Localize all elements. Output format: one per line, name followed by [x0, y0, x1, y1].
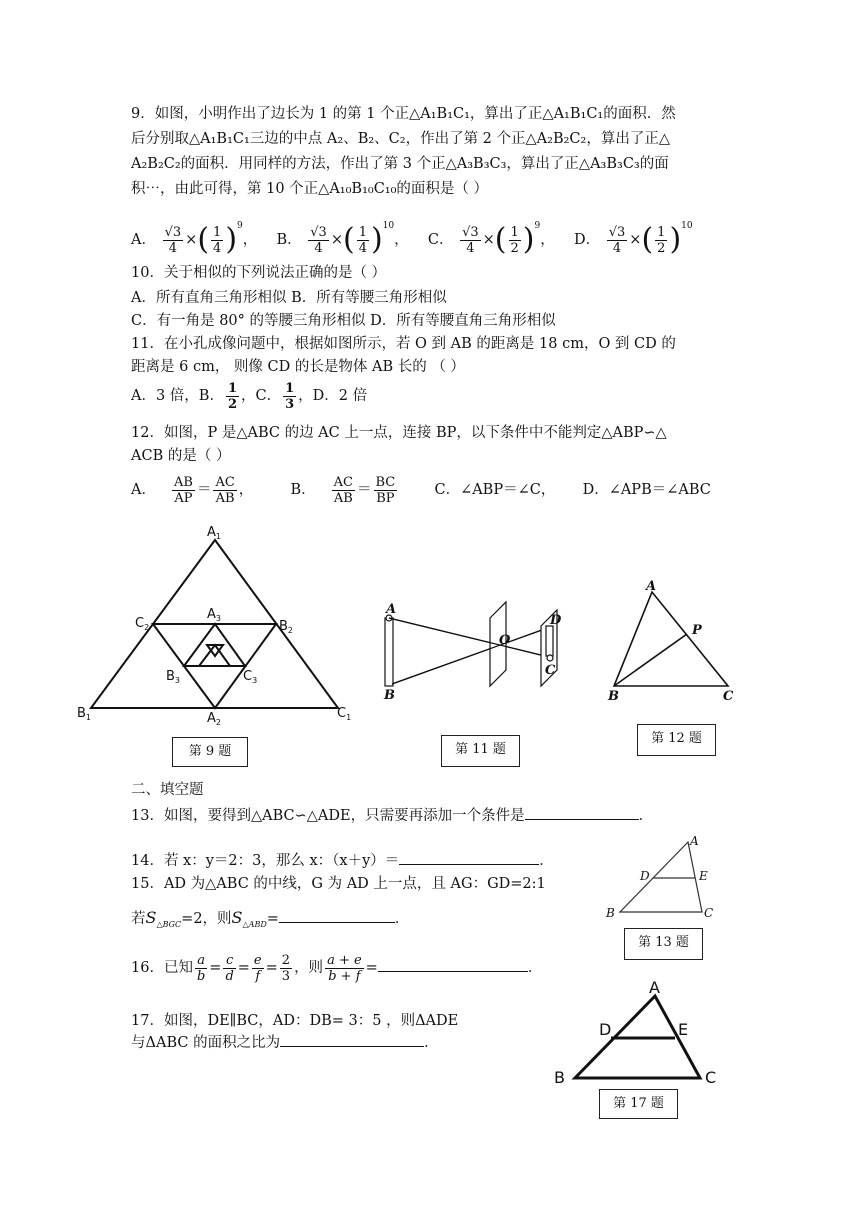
label-d: D	[550, 613, 562, 628]
var-d: d	[225, 968, 234, 984]
label-c: C	[704, 906, 714, 920]
object-ab	[385, 618, 393, 686]
q17-line-2	[131, 1032, 439, 1053]
sep: ，	[238, 482, 254, 498]
label-b: B	[554, 1068, 565, 1087]
label-a: A	[386, 602, 397, 617]
sep: ，	[242, 232, 258, 248]
sqrt3: √3	[164, 224, 182, 240]
image-bottom	[547, 655, 553, 661]
frac-den: AB	[215, 490, 235, 506]
q16-end: ．	[527, 960, 543, 976]
q11-options[interactable]	[131, 378, 367, 414]
var-e: e	[253, 952, 262, 968]
label-c: C	[705, 1068, 717, 1087]
q17-end: ．	[424, 1035, 439, 1051]
frac-den: 2	[227, 396, 238, 412]
q16	[131, 948, 542, 988]
frac-num: AB	[173, 474, 193, 490]
base-den: 2	[657, 240, 666, 256]
den: 4	[314, 240, 323, 256]
q13-answer-blank[interactable]	[525, 805, 639, 820]
eq: =	[209, 960, 222, 976]
label-a1: $A_1$	[207, 525, 221, 541]
label-b1: $B_1$	[77, 706, 92, 722]
caption-fig11: 第 11 题	[441, 735, 520, 767]
eq: ＝	[357, 482, 372, 498]
label-a: A	[649, 978, 660, 997]
label-d: D	[640, 869, 650, 883]
q17-answer-blank[interactable]	[280, 1032, 424, 1047]
den: 4	[466, 240, 475, 256]
q17-text: 与ΔABC 的面积之比为	[131, 1035, 281, 1051]
q16-eq: =	[365, 960, 378, 976]
label-c: C	[545, 663, 556, 678]
q12-option-a[interactable]	[131, 474, 254, 506]
var-b: b	[196, 968, 206, 984]
label-c: C	[723, 689, 734, 704]
label-b: B	[606, 906, 615, 920]
sqrt3: √3	[608, 224, 626, 240]
label: A．	[131, 482, 156, 498]
q9-line-4: 积⋯，由此可得，第 10 个正△A₁₀B₁₀C₁₀的面积是（ ）	[131, 181, 489, 197]
figure-13	[600, 832, 730, 920]
q16-prefix: 16．已知	[131, 960, 193, 976]
exponent: 10	[681, 221, 693, 231]
figure-11	[378, 596, 573, 702]
label-c1: $C_1$	[337, 706, 352, 722]
q16-den: b + f	[328, 968, 361, 984]
label-b: B	[608, 689, 619, 704]
q15-ruo: 若	[131, 911, 146, 927]
den: 4	[612, 240, 622, 256]
q10-options-ab[interactable]: A．所有直角三角形相似 B．所有等腰三角形相似	[131, 290, 447, 306]
q13-end: ．	[638, 808, 654, 824]
q9-line-3: A₂B₂C₂的面积．用同样的方法，作出了第 3 个正△A₃B₃C₃，算出了正△A₃B₃C₃的面	[131, 156, 669, 172]
q11-option-c: ，C．	[241, 388, 282, 404]
frac-den: 3	[285, 396, 295, 412]
frac-num: 1	[285, 380, 295, 396]
q9-option-c[interactable]: C． $\frac{√3}{4}$ ×( $\frac{1}{2}$ )$^9$，	[427, 221, 555, 257]
area-s-abd: S	[231, 908, 243, 927]
times: ×	[629, 232, 642, 248]
option-label: A．	[131, 232, 156, 248]
frac-den: BP	[376, 490, 395, 506]
q9-line-2: 后分别取△A₁B₁C₁三边的中点 A₂、B₂、C₂，作出了第 2 个正△A₂B₂C₂，算出了正△	[131, 131, 670, 147]
base-den: 2	[510, 240, 519, 256]
base-den: 4	[358, 240, 367, 256]
eq: =	[265, 960, 278, 976]
frac-den: AB	[333, 490, 353, 506]
label-a: A	[690, 834, 699, 848]
q12-option-b[interactable]	[290, 474, 400, 506]
frac-num: AC	[215, 474, 235, 490]
label-d: D	[599, 1020, 612, 1039]
frac-num: BC	[375, 474, 396, 490]
label-b2: $B_2$	[279, 619, 294, 635]
q17-line-1: 17．如图，DE∥BC，AD：DB= 3：5 ，则ΔADE	[131, 1013, 459, 1029]
q15-answer-blank[interactable]	[279, 908, 395, 923]
q15-mid: =2，则	[181, 911, 232, 927]
label-e: E	[699, 869, 708, 883]
sqrt3: √3	[310, 224, 327, 240]
label-a2: $A_2$	[207, 711, 221, 727]
q14-end: ．	[539, 853, 554, 869]
q16-then: ，则	[294, 960, 324, 976]
caption-fig17: 第 17 题	[599, 1089, 678, 1119]
figure-12	[604, 578, 734, 704]
triangle-abc	[614, 592, 728, 686]
q12-options	[131, 468, 711, 512]
q9-option-a[interactable]: A． $\frac{√3}{4}$ ×( $\frac{1}{4}$ )$^9$，	[131, 221, 258, 257]
q15-eq: =	[266, 911, 279, 927]
ray-3b	[392, 626, 553, 684]
q14-text: 14．若 x：y＝2：3，那么 x：（x＋y）＝	[131, 853, 400, 869]
q11-line-2: 距离是 6 cm， 则像 CD 的长是物体 AB 长的 （ ）	[131, 359, 465, 375]
figure-17	[548, 978, 728, 1090]
caption-fig12: 第 12 题	[637, 724, 716, 756]
exponent: 10	[382, 221, 395, 231]
q16-num: a + e	[327, 952, 362, 968]
exponent: 9	[237, 221, 243, 231]
caption-fig9: 第 9 题	[172, 737, 248, 767]
label-a3: $A_3$	[207, 607, 221, 623]
q9-option-d[interactable]: D． $\frac{√3}{4}$ ×( $\frac{1}{2}$ )$^{10}$	[573, 221, 693, 257]
q15-line-2	[131, 904, 409, 939]
eq: ＝	[196, 482, 212, 498]
option-label: C．	[427, 232, 454, 248]
sep: ，	[540, 232, 555, 248]
base-num: 1	[657, 224, 666, 240]
label-o: O	[499, 633, 511, 648]
label: B．	[290, 482, 316, 498]
q14	[131, 850, 554, 871]
num-2: 2	[281, 952, 291, 968]
q12-line-1: 12．如图，P 是△ABC 的边 AC 上一点，连接 BP，以下条件中不能判定△ABP∽△	[131, 425, 667, 441]
q10-stem: 10．关于相似的下列说法正确的是（ ）	[131, 265, 387, 281]
figure-9	[75, 522, 365, 732]
section-title: 二、填空题	[131, 782, 204, 798]
caption-fig13: 第 13 题	[624, 928, 703, 960]
sqrt3: √3	[462, 224, 479, 240]
q11-option-a: A．3 倍，B．	[131, 388, 224, 404]
q11-line-1: 11．在小孔成像问题中，根据如图所示，若 O 到 AB 的距离是 18 cm，O 到 CD 的	[131, 336, 676, 352]
label-b3: $B_3$	[166, 669, 181, 685]
area-s-bgc-sub: △BGC	[156, 919, 182, 929]
eq: =	[237, 960, 250, 976]
base-num: 1	[213, 224, 222, 240]
q15-line-1: 15．AD 为△ABC 的中线，G 为 AD 上一点，且 AG：GD=2:1	[131, 876, 546, 892]
q14-answer-blank[interactable]	[399, 850, 539, 865]
sep: ，	[394, 232, 409, 248]
area-s-abd-sub: △ABD	[242, 919, 267, 929]
base-num: 1	[510, 224, 519, 240]
q10-options-cd[interactable]: C．有一角是 80° 的等腰三角形相似 D．所有等腰直角三角形相似	[131, 313, 556, 329]
base-num: 1	[358, 224, 367, 240]
exponent: 9	[534, 221, 541, 231]
q12-line-2: ACB 的是（ ）	[131, 448, 231, 464]
ray-1b	[389, 618, 553, 658]
times: ×	[330, 232, 343, 248]
q13-text: 13．如图，要得到△ABC∽△ADE，只需要再添加一个条件是	[131, 808, 525, 824]
triangle-abc	[620, 842, 702, 912]
q13	[131, 805, 653, 826]
label-e: E	[678, 1020, 689, 1039]
q16-answer-blank[interactable]	[378, 957, 528, 972]
label-c3: $C_3$	[243, 669, 258, 685]
q11-option-d: ，D．2 倍	[298, 388, 368, 404]
q12-option-c[interactable]: C．∠ABP＝∠C，	[434, 482, 556, 498]
num-3: 3	[281, 968, 291, 984]
frac-den: AP	[174, 490, 193, 506]
q12-option-d[interactable]: D．∠APB＝∠ABC	[582, 482, 711, 498]
q9-line-1: 9．如图，小明作出了边长为 1 的第 1 个正△A₁B₁C₁，算出了正△A₁B₁C₁的面积．然	[131, 106, 676, 122]
base-den: 4	[213, 240, 222, 256]
label-c2: $C_2$	[135, 616, 150, 632]
label-b: B	[384, 688, 395, 702]
times: ×	[185, 232, 198, 248]
q15-end: ．	[394, 911, 410, 927]
label-a: A	[646, 579, 657, 594]
q9-option-b[interactable]: B． $\frac{√3}{4}$ ×( $\frac{1}{4}$ )$^{10}$，	[276, 221, 409, 257]
label-p: P	[692, 623, 702, 638]
times: ×	[482, 232, 495, 248]
option-label: B．	[276, 232, 302, 248]
var-a: a	[195, 953, 207, 969]
frac-num: 1	[227, 380, 238, 396]
var-f: f	[255, 968, 261, 984]
option-label: D．	[573, 232, 601, 248]
q9-options	[131, 201, 693, 265]
var-c: c	[223, 953, 235, 969]
frac-num: AC	[333, 474, 353, 490]
area-s-bgc: S	[145, 908, 157, 927]
den: 4	[168, 240, 178, 256]
